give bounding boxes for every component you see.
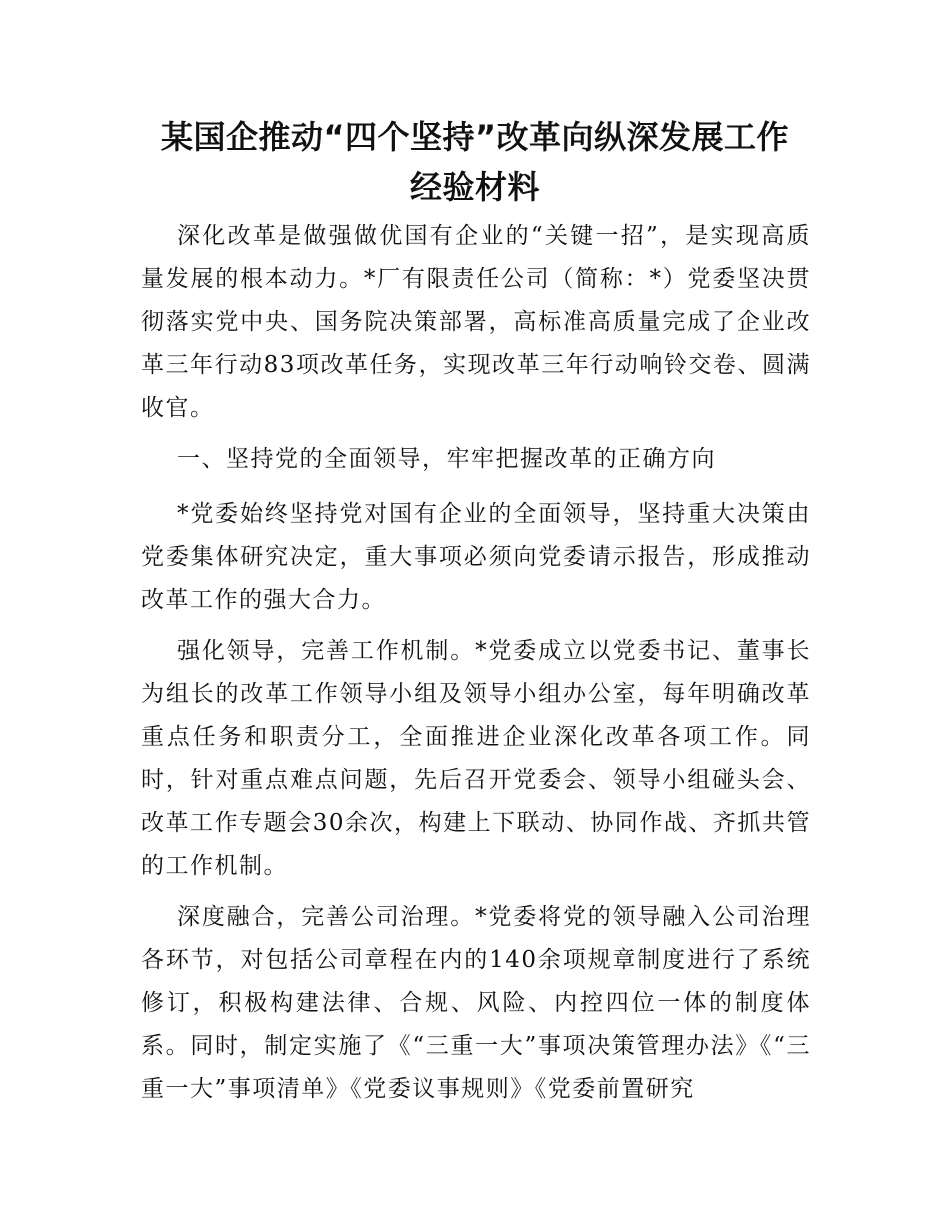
body-paragraph: *党委始终坚持党对国有企业的全面领导，坚持重大决策由党委集体研究决定，重大事项必须向党委请示报告，形成推动改革工作的强大合力。 — [141, 501, 811, 613]
section-heading-1: 一、坚持党的全面领导，牢牢把握改革的正确方向 — [177, 446, 716, 472]
intro-paragraph: 深化改革是做强做优国有企业的“关键一招”，是实现高质量发展的根本动力。*厂有限责任公司（简称：*）党委坚决贯彻落实党中央、国务院决策部署，高标准高质量完成了企业改革三年行动83项改革任务，实现改革三年行动响铃交卷、圆满收官。 — [141, 223, 811, 421]
document-title-line-1: 某国企推动“四个坚持”改革向纵深发展工作 — [160, 118, 790, 156]
document-title — [120, 112, 830, 212]
body-paragraph: 强化领导，完善工作机制。*党委成立以党委书记、董事长为组长的改革工作领导小组及领导小组办公室，每年明确改革重点任务和职责分工，全面推进企业深化改革各项工作。同时，针对重点难点问题，先后召开党委会、领导小组碰头会、改革工作专题会30余次，构建上下联动、协同作战、齐抓共管的工作机制。 — [141, 638, 811, 879]
document-title-line-2: 经验材料 — [409, 168, 540, 206]
body-paragraph: 深度融合，完善公司治理。*党委将党的领导融入公司治理各环节，对包括公司章程在内的140余项规章制度进行了系统修订，积极构建法律、合规、风险、内控四位一体的制度体系。同时，制定实施了《“三重一大”事项决策管理办法》《“三重一大”事项清单》《党委议事规则》《党委前置研究 — [141, 904, 811, 1102]
document-body — [141, 215, 811, 1119]
